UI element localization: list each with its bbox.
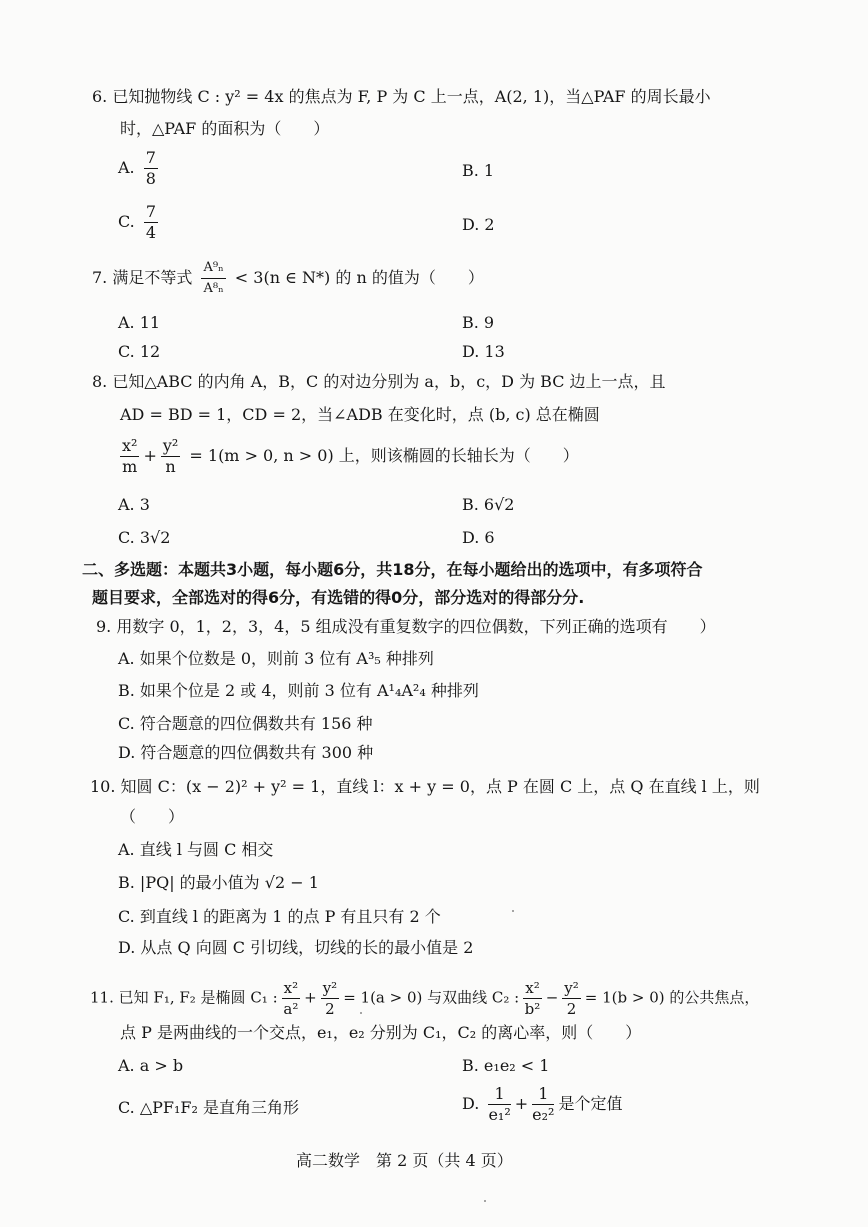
q6-option-a-numerator: 7 — [145, 148, 156, 167]
q7-number: 7. — [92, 268, 108, 287]
q11-option-d — [462, 1084, 622, 1125]
q7-line1 — [92, 258, 484, 299]
q11-fraction-1 — [282, 978, 300, 1019]
q10-text: 知圆 C：(x − 2)² + y² = 1，直线 l：x + y = 0，点 P 在圆 C 上，点 Q 在直线 l 上，则 — [120, 777, 760, 796]
q11-text1: 已知 F₁, F₂ 是椭圆 C₁ : — [118, 988, 278, 1007]
q6-option-a-fraction — [144, 148, 158, 189]
q8-option-c: C. 3√2 — [118, 528, 171, 547]
q8-line1 — [92, 371, 666, 393]
q11-fraction-4-numerator: y² — [564, 979, 579, 997]
q6-number: 6. — [92, 87, 108, 106]
q6-line2: 时，△PAF 的面积为（ ） — [120, 119, 330, 138]
q11-line1 — [90, 978, 759, 1019]
q6-option-a — [118, 148, 162, 189]
q11-fraction-2 — [321, 978, 340, 1019]
scan-speck — [512, 910, 514, 912]
q11-fraction-2-numerator: y² — [322, 979, 338, 997]
q8-fraction-y — [161, 436, 180, 477]
q9-text: 用数字 0，1，2，3，4，5 组成没有重复数字的四位偶数，下列正确的选项有 ） — [116, 617, 716, 636]
q9-option-c: C. 符合题意的四位偶数共有 156 种 — [118, 714, 373, 733]
q11-option-d-after: 是个定值 — [558, 1094, 623, 1113]
q11-fraction-3-denominator: b² — [524, 1000, 541, 1018]
q8-option-b: B. 6√2 — [462, 495, 515, 514]
q10-option-d: D. 从点 Q 向圆 C 引切线，切线的长的最小值是 2 — [118, 938, 474, 957]
q11-option-d-fraction-1-numerator: 1 — [488, 1084, 510, 1105]
page-footer: 高二数学 第 2 页（共 4 页） — [296, 1151, 513, 1170]
q7-fraction-numerator: A⁹ₙ — [201, 258, 225, 279]
q8-option-a: A. 3 — [118, 495, 150, 514]
q7-text-before: 满足不等式 — [112, 268, 193, 287]
q11-minus: − — [545, 988, 559, 1007]
q6-option-d: D. 2 — [462, 215, 495, 234]
q11-option-d-fraction-2-numerator: 1 — [532, 1084, 554, 1105]
q7-text-after: < 3(n ∈ N*) 的 n 的值为（ ） — [234, 268, 484, 287]
q6-option-a-denominator: 8 — [145, 169, 156, 188]
section2-heading-line2: 题目要求，全部选对的得6分，有选错的得0分，部分选对的得部分分. — [92, 588, 585, 607]
q8-fraction-x — [120, 436, 139, 477]
q8-option-d: D. 6 — [462, 528, 495, 547]
q7-fraction-denominator: A⁸ₙ — [203, 281, 224, 296]
q6-option-c-label: C. — [118, 212, 135, 231]
q8-line2: AD = BD = 1，CD = 2，当∠ADB 在变化时，点 (b, c) 总在椭圆 — [120, 405, 600, 424]
q11-option-b: B. e₁e₂ < 1 — [462, 1056, 550, 1075]
q10-line1 — [90, 776, 760, 798]
q8-fraction-y-denominator: n — [165, 457, 176, 476]
q9-number: 9. — [96, 617, 112, 636]
q9-option-d: D. 符合题意的四位偶数共有 300 种 — [118, 743, 374, 762]
q11-text3: = 1(b > 0) 的公共焦点， — [584, 988, 760, 1007]
scan-speck — [484, 1200, 486, 1202]
q11-option-d-label: D. — [462, 1094, 480, 1113]
q7-fraction — [201, 258, 225, 299]
q8-number: 8. — [92, 372, 108, 391]
q11-option-a: A. a > b — [118, 1056, 184, 1075]
q7-option-d: D. 13 — [462, 342, 505, 361]
q7-option-c: C. 12 — [118, 342, 161, 361]
q11-option-c: C. △PF₁F₂ 是直角三角形 — [118, 1098, 300, 1117]
q11-fraction-2-denominator: 2 — [325, 1000, 335, 1018]
q11-number: 11. — [90, 988, 114, 1007]
q11-text2: = 1(a > 0) 与双曲线 C₂ : — [343, 988, 520, 1007]
q6-option-c — [118, 202, 162, 243]
q8-text-after: = 1(m > 0, n > 0) 上，则该椭圆的长轴长为（ ） — [189, 446, 579, 465]
q7-option-b: B. 9 — [462, 313, 495, 332]
q8-text: 已知△ABC 的内角 A，B，C 的对边分别为 a，b，c，D 为 BC 边上一点，且 — [112, 372, 666, 391]
q8-fraction-x-numerator: x² — [122, 436, 138, 455]
q11-fraction-3 — [523, 978, 541, 1019]
q11-line2: 点 P 是两曲线的一个交点，e₁，e₂ 分别为 C₁，C₂ 的离心率，则（ ） — [120, 1023, 642, 1042]
q7-option-a: A. 11 — [118, 313, 161, 332]
q10-option-a: A. 直线 l 与圆 C 相交 — [118, 840, 274, 859]
q8-fraction-x-denominator: m — [122, 457, 138, 476]
q10-option-c: C. 到直线 l 的距离为 1 的点 P 有且只有 2 个 — [118, 907, 441, 926]
q11-plus: + — [304, 988, 317, 1007]
q9-option-a: A. 如果个位数是 0，则前 3 位有 A³₅ 种排列 — [118, 649, 434, 668]
q6-option-c-denominator: 4 — [145, 223, 157, 242]
q6-option-a-label: A. — [118, 158, 135, 177]
q11-option-d-fraction-1 — [488, 1084, 510, 1125]
q11-option-d-fraction-1-denominator: e₁² — [488, 1105, 511, 1124]
q8-fraction-y-numerator: y² — [162, 436, 179, 455]
q10-option-b: B. |PQ| 的最小值为 √2 − 1 — [118, 873, 319, 892]
q11-option-d-plus: + — [514, 1094, 529, 1113]
q10-number: 10. — [90, 777, 116, 796]
q11-fraction-4 — [562, 978, 581, 1019]
q6-option-b: B. 1 — [462, 161, 495, 180]
q11-fraction-3-numerator: x² — [525, 979, 540, 997]
q8-plus: + — [143, 446, 157, 465]
q11-option-d-fraction-2-denominator: e₂² — [532, 1105, 555, 1124]
q10-line2: （ ） — [120, 807, 185, 826]
q11-fraction-4-denominator: 2 — [566, 1000, 577, 1018]
q11-fraction-1-numerator: x² — [283, 979, 299, 997]
scan-speck — [360, 1012, 362, 1014]
q6-line1 — [92, 86, 711, 108]
q6-option-c-numerator: 7 — [145, 202, 157, 221]
q11-option-d-fraction-2 — [532, 1084, 554, 1125]
q9-line1 — [96, 616, 716, 638]
q6-option-c-fraction — [144, 202, 158, 243]
q6-text: 已知抛物线 C : y² = 4x 的焦点为 F, P 为 C 上一点，A(2, 1)，当△PAF 的周长最小 — [112, 87, 711, 106]
q8-line3 — [116, 436, 579, 477]
section2-heading-line1: 二、多选题：本题共3小题，每小题6分，共18分，在每小题给出的选项中，有多项符合 — [82, 560, 703, 579]
q9-option-b: B. 如果个位是 2 或 4，则前 3 位有 A¹₄A²₄ 种排列 — [118, 681, 479, 700]
q11-fraction-1-denominator: a² — [283, 1000, 299, 1018]
